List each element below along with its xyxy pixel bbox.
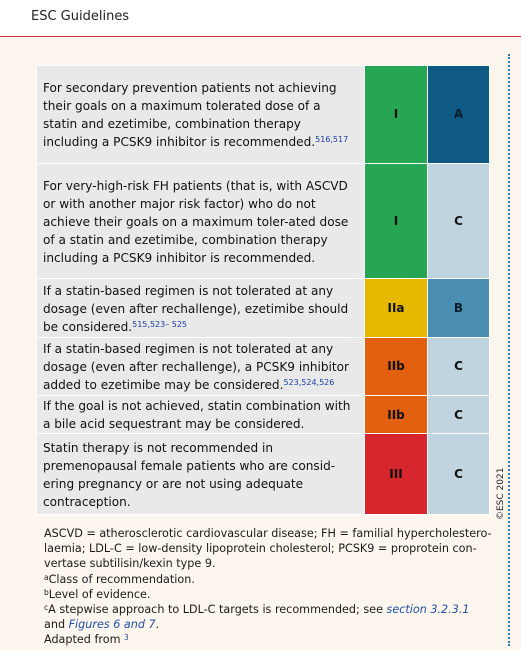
recommendation-text: If a statin-based regimen is not tolerated at any dosage (even after rechallenge), a PCSK9 inhibitor added to ezetimibe may be considered.$^{523,524,526}$: [37, 337, 365, 395]
class-badge: IIb: [365, 396, 428, 434]
footnote-b: $^b$Level of evidence.: [44, 587, 151, 601]
recommendations-table: [36, 65, 490, 515]
recommendation-text: If the goal is not achieved, statin combination with a bile acid sequestrant may be considered.: [37, 396, 365, 434]
table-row: [37, 66, 490, 164]
page-title: ESC Guidelines: [31, 9, 130, 24]
footnotes: [44, 526, 492, 648]
level-badge: A: [428, 66, 490, 164]
adapted-from-note: Adapted from $^3$: [44, 633, 129, 647]
level-badge: B: [428, 279, 490, 337]
table-row: [37, 337, 490, 395]
abbreviations-note: ASCVD = atherosclerotic cardiovascular disease; FH = familial hypercholestero-laemia; LDL-C = low-density lipoprotein cholesterol; PCSK9 = proprotein con-vertase subtilisin/kexin type 9.: [44, 527, 492, 571]
section-link[interactable]: section 3.2.3.1: [386, 603, 470, 617]
footnote-c: $^c$A stepwise approach to LDL-C targets is recommended; see section 3.2.3.1 and Figures 6 and 7.: [44, 603, 470, 632]
reference-link[interactable]: 3: [124, 633, 129, 643]
level-badge: C: [428, 337, 490, 395]
figure-6-link[interactable]: Figures 6: [68, 618, 121, 632]
recommendation-text: For secondary prevention patients not achieving their goals on a maximum tolerated dose of a statin and ezetimibe, combination therapy including a PCSK9 inhibitor is recommended.$^{516,517}$: [37, 66, 365, 164]
copyright-notice: ©ESC 2021: [496, 467, 506, 520]
table-row: [37, 163, 490, 279]
table-row: [37, 279, 490, 337]
reference-link[interactable]: 515,523– 525: [132, 319, 188, 329]
class-badge: I: [365, 163, 428, 279]
figure-7-link[interactable]: 7: [148, 618, 156, 632]
reference-link[interactable]: 523,524,526: [283, 377, 335, 387]
level-badge: C: [428, 434, 490, 515]
recommendation-text: For very-high-risk FH patients (that is, with ASCVD or with another major risk factor) who do not achieve their goals on a maximum toler-ated dose of a statin and ezetimibe, combination therapy including a PCSK9 inhibitor is recommended.: [37, 163, 365, 279]
class-badge: I: [365, 66, 428, 164]
reference-link[interactable]: 516,517: [315, 134, 349, 144]
recommendation-text: If a statin-based regimen is not tolerated at any dosage (even after rechallenge), ezetimibe should be considered.$^{515,523- 525}$: [37, 279, 365, 337]
level-badge: C: [428, 396, 490, 434]
class-badge: IIa: [365, 279, 428, 337]
footnote-a: $^a$Class of recommendation.: [44, 572, 195, 586]
dotted-margin-rule: [508, 54, 510, 646]
class-badge: IIb: [365, 337, 428, 395]
page-header: [0, 0, 521, 37]
table-row: [37, 396, 490, 434]
table-row: [37, 434, 490, 515]
recommendation-text: Statin therapy is not recommended in premenopausal female patients who are consid-ering pregnancy or are not using adequate contraception.: [37, 434, 365, 515]
level-badge: C: [428, 163, 490, 279]
class-badge: III: [365, 434, 428, 515]
